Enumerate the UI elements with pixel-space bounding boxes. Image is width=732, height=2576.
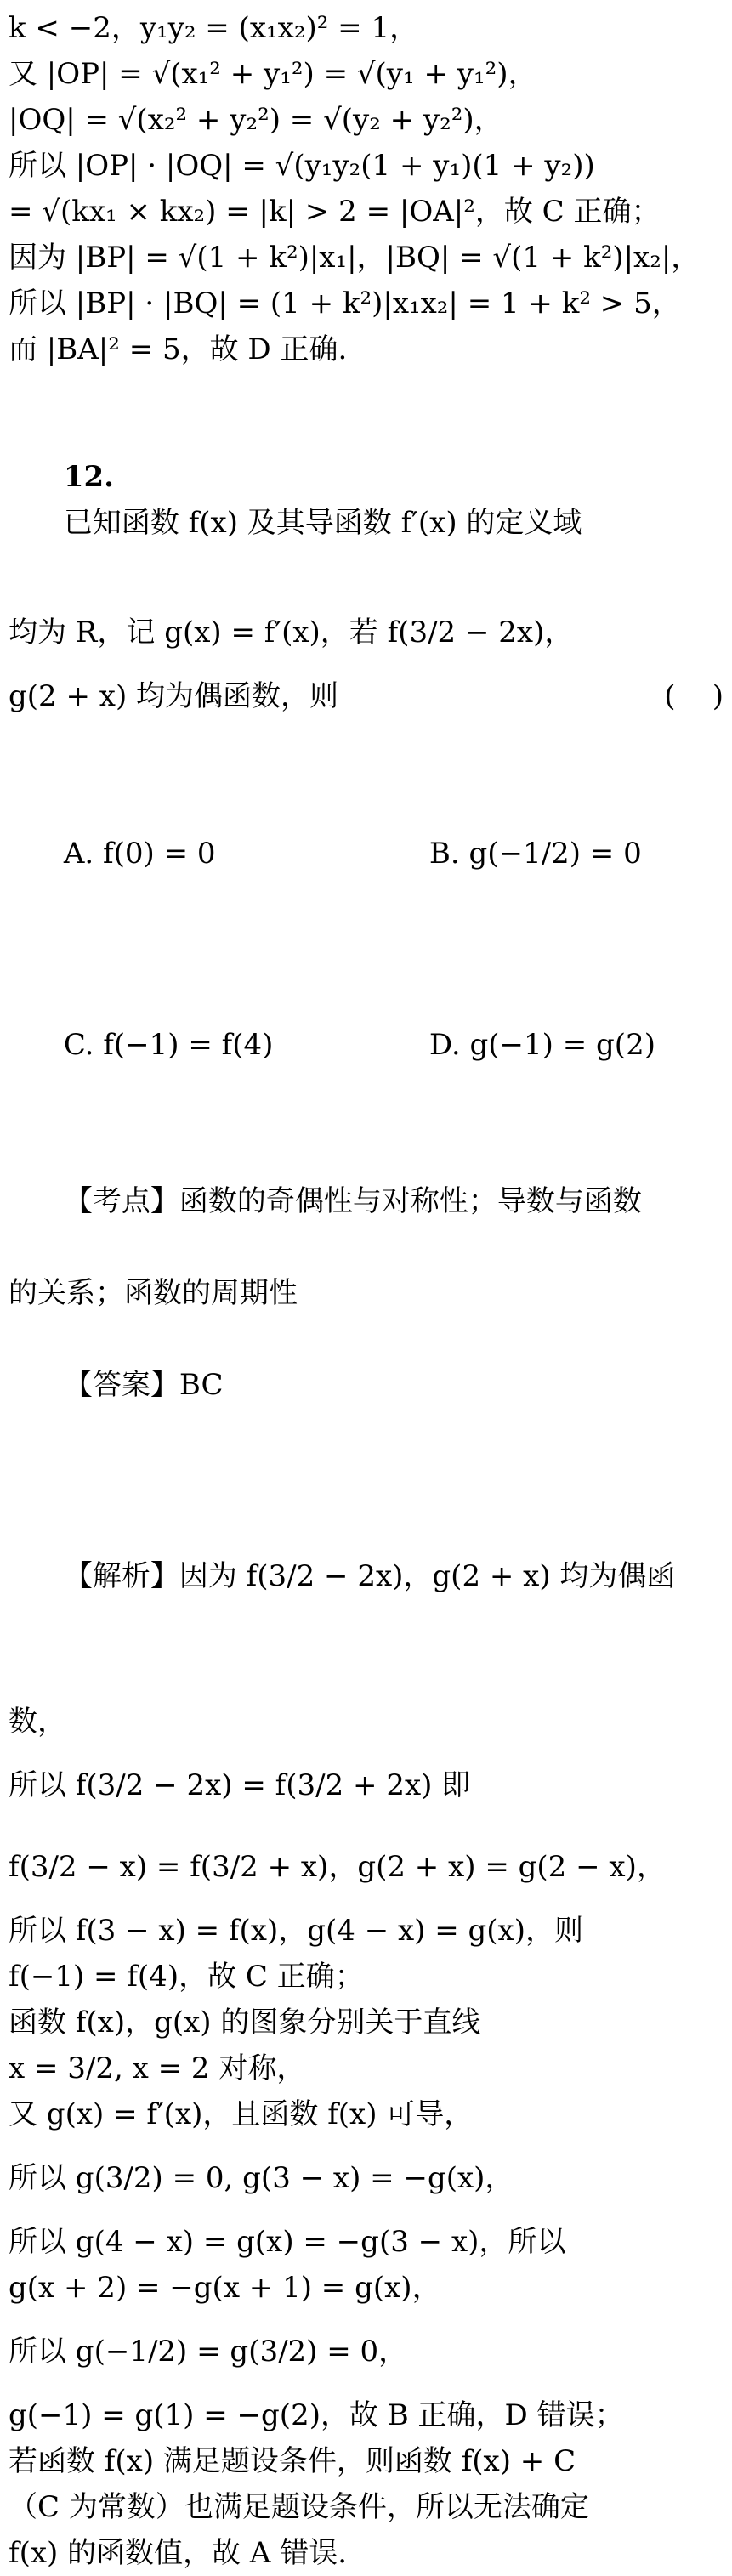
text-line: k < −2，y₁y₂ = (x₁x₂)² = 1， (9, 11, 419, 45)
option-b: B. g(−1/2) = 0 (428, 837, 642, 871)
kaodian-section (9, 1132, 723, 1316)
text-line: 若函数 f(x) 满足题设条件，则函数 f(x) + C (9, 2444, 576, 2478)
answer-section (9, 1316, 723, 1454)
option-a: A. f(0) = 0 (63, 837, 216, 871)
text-line: （C 为常数）也满足题设条件，所以无法确定 (9, 2490, 589, 2524)
text-line: f(−1) = f(4)，故 C 正确； (9, 1960, 364, 1994)
text-line: = √(kx₁ × kx₂) = |k| > 2 = |OA|²，故 C 正确； (9, 195, 661, 229)
text-line: 函数的奇偶性与对称性；导数与函数 (179, 1184, 642, 1218)
text-line: f(x) 的函数值，故 A 错误. (9, 2536, 348, 2570)
text-line: 函数 f(x)，g(x) 的图象分别关于直线 (9, 2006, 481, 2040)
analysis-label: 【解析】 (63, 1559, 179, 1593)
text-line: 所以 g(3/2) = 0, g(3 − x) = −g(x)， (9, 2161, 514, 2195)
text-line: 因为 |BP| = √(1 + k²)|x₁|，|BQ| = √(1 + k²)|x₂|， (9, 241, 701, 275)
option-c: C. f(−1) = f(4) (63, 1028, 274, 1062)
option-d: D. g(−1) = g(2) (428, 1028, 655, 1062)
options (9, 731, 723, 1114)
answer-label: 【答案】 (63, 1368, 179, 1402)
problem-number: 12. (63, 460, 115, 494)
text-line: f(3/2 − x) = f(3/2 + x)，g(2 + x) = g(2 − x)， (9, 1850, 666, 1884)
text-line: 数， (9, 1705, 66, 1739)
text-line: g(−1) = g(1) = −g(2)，故 B 正确，D 错误； (9, 2398, 624, 2432)
text-line: g(2 + x) 均为偶函数，则 (9, 679, 339, 713)
text-line: 所以 f(3/2 − 2x) = f(3/2 + 2x) 即 (9, 1768, 471, 1802)
text-line: 的关系；函数的周期性 (9, 1276, 298, 1310)
analysis-section (9, 1454, 723, 2576)
text-line: 又 |OP| = √(x₁² + y₁²) = √(y₁ + y₁²)， (9, 57, 537, 91)
text-line: 又 g(x) = f′(x)，且函数 f(x) 可导， (9, 2097, 474, 2131)
previous-solution-continuation (9, 5, 723, 372)
text-line: 所以 f(3 − x) = f(x)，g(4 − x) = g(x)，则 (9, 1914, 583, 1948)
text-line: x = 3/2, x = 2 对称， (9, 2051, 306, 2085)
text-line: 所以 g(−1/2) = g(3/2) = 0， (9, 2335, 408, 2369)
answer-value: BC (179, 1368, 224, 1402)
text-line: |OQ| = √(x₂² + y₂²) = √(y₂ + y₂²)， (9, 103, 503, 137)
text-line: 均为 R，记 g(x) = f′(x)，若 f(3/2 − 2x)， (9, 616, 574, 650)
text-line: 所以 g(4 − x) = g(x) = −g(3 − x)，所以 (9, 2225, 566, 2259)
text-line: g(x + 2) = −g(x + 1) = g(x)， (9, 2271, 441, 2305)
text-line: 已知函数 f(x) 及其导函数 f′(x) 的定义域 (63, 506, 582, 540)
kaodian-label: 【考点】 (63, 1184, 179, 1218)
text-line: 所以 |BP| · |BQ| = (1 + k²)|x₁x₂| = 1 + k² > 5， (9, 287, 681, 321)
text-line: 因为 f(3/2 − 2x)，g(2 + x) 均为偶函 (179, 1559, 676, 1593)
text-line: 所以 |OP| · |OQ| = √(y₁y₂(1 + y₁)(1 + y₂)) (9, 149, 595, 183)
answer-bracket: ( ) (664, 679, 723, 713)
text-line: 而 |BA|² = 5，故 D 正确. (9, 332, 348, 366)
problem-statement (9, 408, 723, 719)
